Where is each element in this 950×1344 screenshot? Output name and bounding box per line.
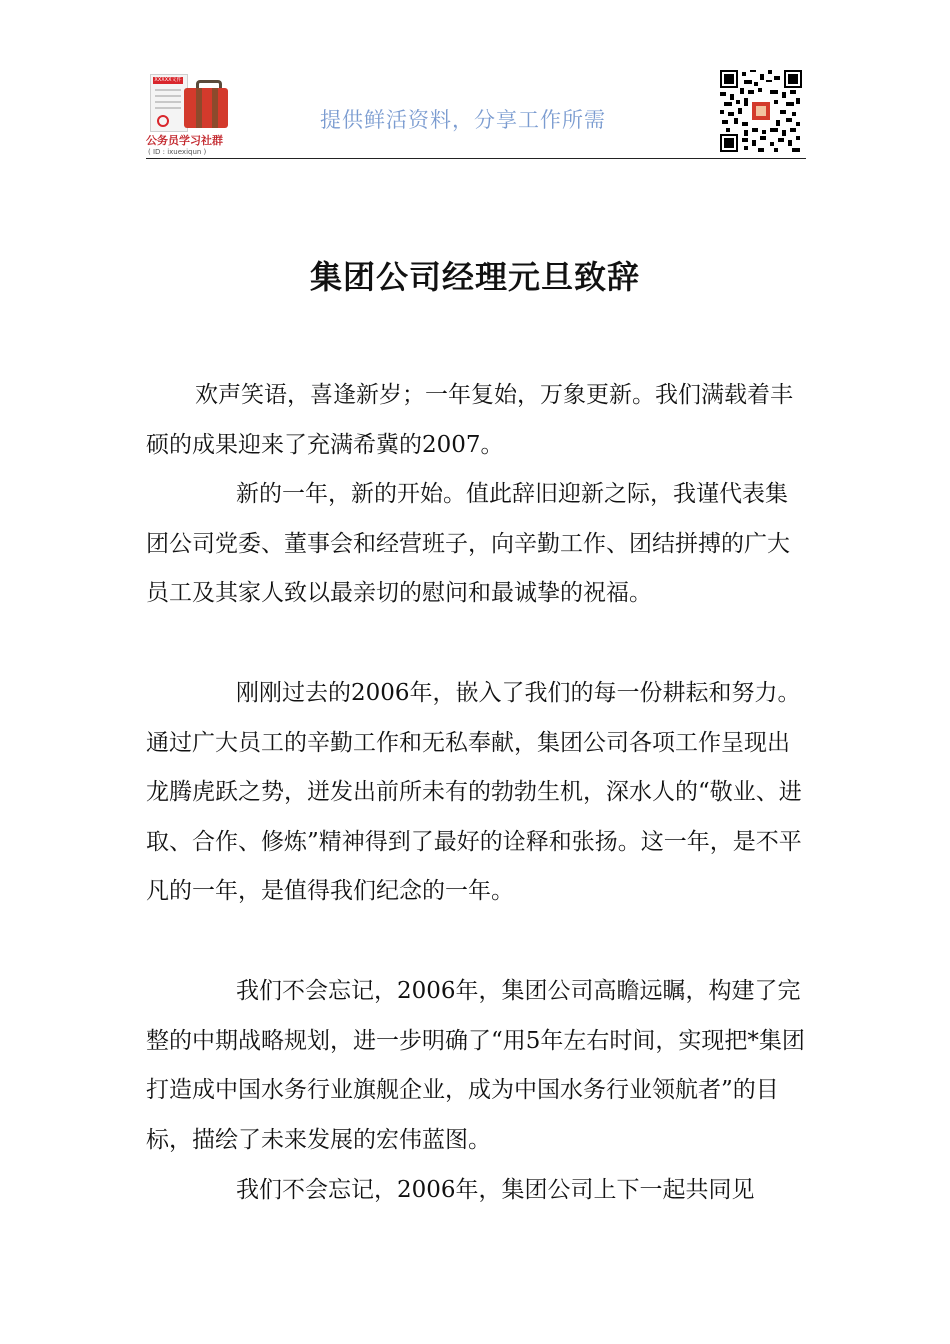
paragraph-1: 欢声笑语，喜逢新岁；一年复始，万象更新。我们满载着丰硕的成果迎来了充满希冀的2007。 xyxy=(146,382,793,458)
qr-code-icon xyxy=(720,70,802,152)
logo-name: 公务员学习社群 xyxy=(146,134,223,147)
document-title: 集团公司经理元旦致辞 xyxy=(309,258,640,296)
paragraph-4: 我们不会忘记，2006年，集团公司高瞻远瞩，构建了完整的中期战略规划，进一步明确了“用5年左右时间，实现把*集团打造成中国水务行业旗舰企业，成为中国水务行业领航者”的目标，描绘了未来发展的宏伟蓝图。 xyxy=(146,978,805,1153)
logo-id: ( ID : ixuexiqun ) xyxy=(148,148,207,156)
document-icon xyxy=(150,74,188,132)
header-slogan: 提供鲜活资料，分享工作所需 xyxy=(320,108,606,132)
seal-icon xyxy=(157,115,169,127)
brand-logo xyxy=(146,70,238,158)
paragraph-5: 我们不会忘记，2006年，集团公司上下一起共同见 xyxy=(236,1177,755,1203)
header-divider xyxy=(146,158,806,159)
paragraph-2: 新的一年，新的开始。值此辞旧迎新之际，我谨代表集团公司党委、董事会和经营班子，向辛勤工作、团结拼搏的广大员工及其家人致以最亲切的慰问和最诚挚的祝福。 xyxy=(146,481,790,607)
logo-tag: XXXXX文件 xyxy=(154,77,182,83)
page-header xyxy=(146,70,806,158)
paragraph-3: 刚刚过去的2006年，嵌入了我们的每一份耕耘和努力。通过广大员工的辛勤工作和无私奉献，集团公司各项工作呈现出龙腾虎跃之势，迸发出前所未有的勃勃生机，深水人的“敬业、进取、合作、修炼”精神得到了最好的诠释和张扬。这一年，是不平凡的一年，是值得我们纪念的一年。 xyxy=(146,680,802,905)
briefcase-icon xyxy=(184,88,228,128)
